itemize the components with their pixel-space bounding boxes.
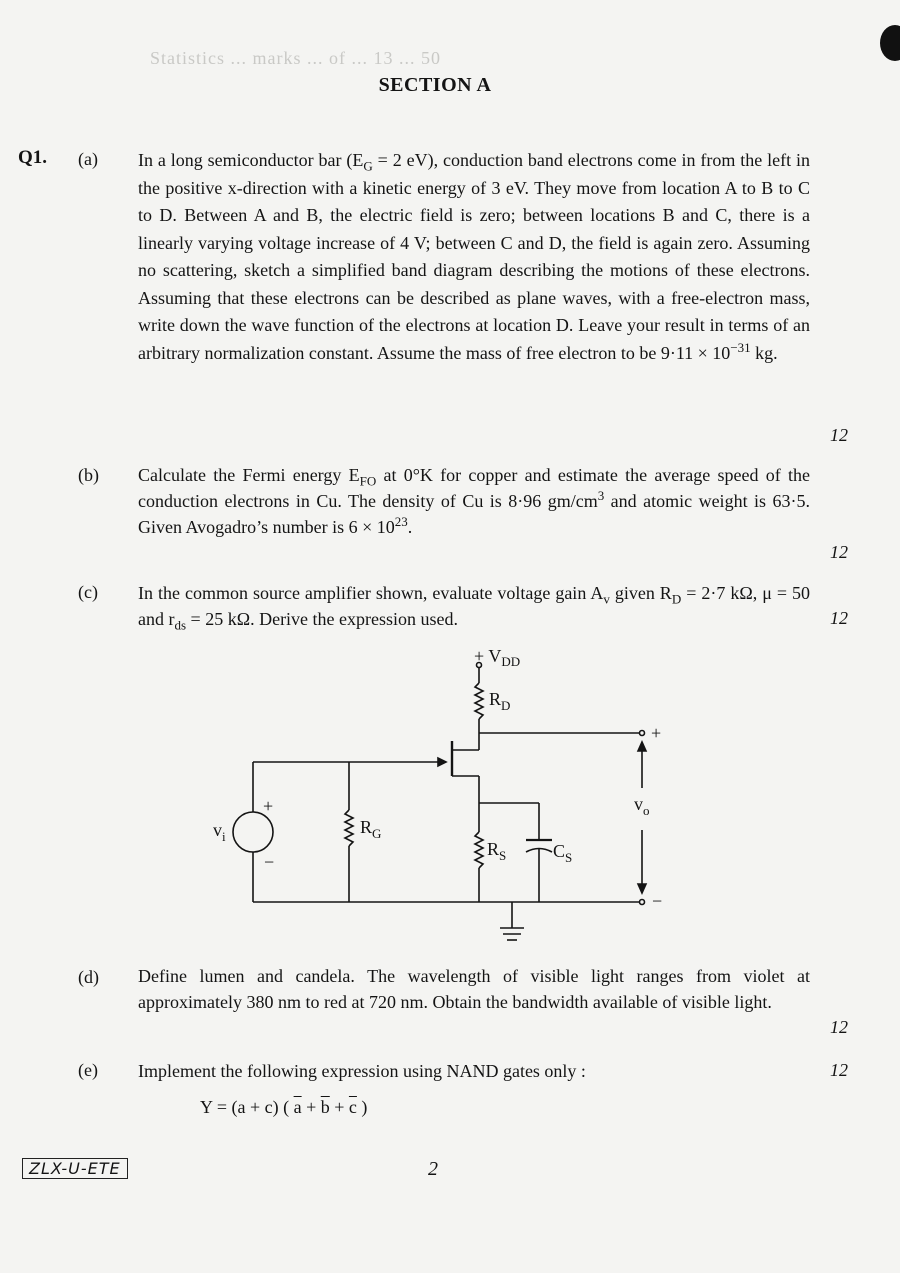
vi-source bbox=[233, 812, 273, 852]
expression-rhs: ) bbox=[361, 1097, 368, 1117]
part-e-text: Implement the following expression using NAND gates only : bbox=[138, 1061, 586, 1081]
part-e-marks: 12 bbox=[830, 1060, 848, 1080]
vo-arrow-up bbox=[638, 742, 646, 751]
part-a-text: In a long semiconductor bar ($E_G = 2$ eV), conduction band electrons come in from the left in the positive x-direction with a kinetic energy of 3 eV. They move from location A to B to C to D. Between A and B, the electric field is zero; between locations B and C, there is a linearly varying voltage increase of 4 V; between C and D, the field is again zero. Assuming no scattering, sketch a simplified band diagram describing the motions of these electrons. Assuming that these electrons can be described as plane waves, with a free-electron mass, write down the wave function of the electrons at location D. Leave your result in terms of an arbitrary normalization constant. Assume the mass of free electron to be $9\cdot 11 \times 10^{-31}$ kg. bbox=[138, 150, 810, 363]
vo-plus-terminal bbox=[640, 731, 645, 736]
expression-term-c: $\overline{c}$ bbox=[348, 1097, 357, 1117]
vi-plus-sign: + bbox=[263, 796, 274, 816]
vi-label: $v_i$ bbox=[213, 820, 226, 844]
vo-minus-sign: − bbox=[652, 891, 663, 911]
part-a-marks: 12 bbox=[830, 425, 848, 445]
part-e-label: (e) bbox=[78, 1060, 98, 1080]
part-c-label: (c) bbox=[78, 582, 98, 602]
rd-label: $R_D$ bbox=[489, 689, 511, 713]
rs-label: $R_S$ bbox=[487, 839, 507, 863]
part-b-marks: 12 bbox=[830, 542, 848, 562]
question-number: Q1. bbox=[18, 147, 48, 168]
vo-plus-sign: + bbox=[651, 723, 662, 743]
part-b-text: Calculate the Fermi energy $E_{FO}$ at 0°K for copper and estimate the average speed of the conduction electrons in Cu. The density of Cu is 8·96 $gm/cm^3$ and atomic weight is 63·5. Given Avogadro’s number is $6 \times 10^{23}$. bbox=[138, 465, 810, 537]
expression-term-a: $\overline{a}$ bbox=[293, 1097, 302, 1117]
faint-bleed-through-text: Statistics ... marks ... of ... 13 ... 50 bbox=[150, 48, 441, 68]
vdd-label: + $V_{DD}$ bbox=[474, 646, 521, 669]
nand-expression bbox=[200, 1097, 367, 1118]
section-title: SECTION A bbox=[378, 74, 492, 96]
expression-plus: + bbox=[334, 1097, 345, 1117]
vo-label: $v_o$ bbox=[634, 794, 650, 818]
part-c-marks: 12 bbox=[830, 608, 848, 628]
rs-resistor bbox=[475, 832, 483, 868]
rg-label: $R_G$ bbox=[360, 817, 382, 841]
part-d-marks: 12 bbox=[830, 1017, 848, 1037]
expression-term-b: $\overline{b}$ bbox=[320, 1097, 330, 1117]
cs-label: $C_S$ bbox=[553, 841, 573, 865]
expression-lhs: Y = (a + c) ( bbox=[200, 1097, 290, 1117]
page-number: 2 bbox=[428, 1158, 438, 1180]
rd-resistor bbox=[475, 683, 483, 719]
part-a-label: (a) bbox=[78, 149, 98, 169]
part-b-label: (b) bbox=[78, 465, 99, 485]
expression-plus: + bbox=[306, 1097, 317, 1117]
paper-code-box: ZLX-U-ETE bbox=[22, 1158, 128, 1179]
gate-arrow bbox=[438, 758, 446, 766]
part-d-text: Define lumen and candela. The wavelength of visible light ranges from violet at approximately 380 nm to red at 720 nm. Obtain the bandwidth available of visible light. bbox=[138, 966, 810, 1012]
vo-minus-terminal bbox=[640, 900, 645, 905]
vi-minus-sign: − bbox=[264, 852, 275, 872]
part-d-label: (d) bbox=[78, 967, 99, 987]
rg-resistor bbox=[345, 810, 353, 846]
vo-arrow-down bbox=[638, 884, 646, 893]
part-c-text: In the common source amplifier shown, evaluate voltage gain $A_v$ given $R_D = 2\cdot 7$ kΩ, μ = 50 and $r_{ds} = 25$ kΩ. Derive the expression used. bbox=[138, 583, 811, 633]
